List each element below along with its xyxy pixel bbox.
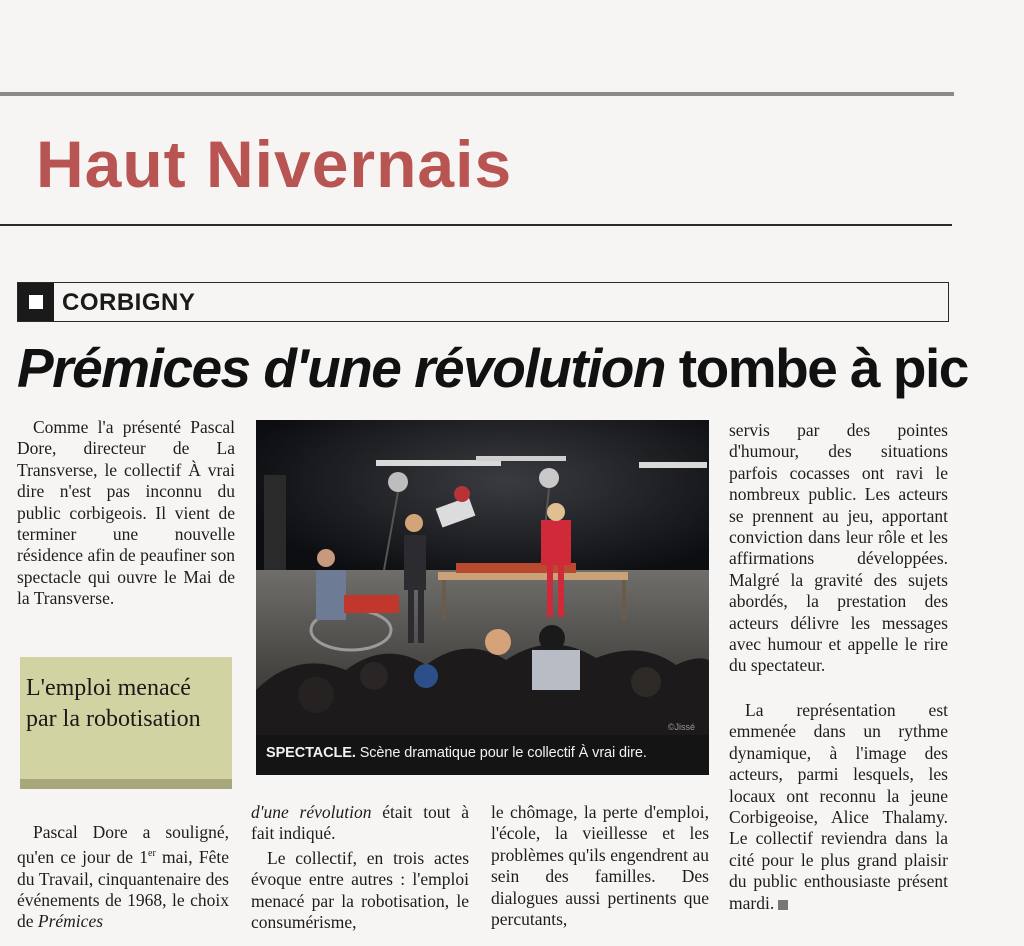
article-col4-paragraph2: [729, 700, 948, 914]
edition-title: Haut Nivernais: [36, 127, 513, 201]
article-photo: [256, 420, 709, 775]
col1-text-a: Pascal Dore a souligné, qu'en ce jour de 1: [17, 822, 229, 868]
col4-text: La représentation est emmenée dans un rythme dynamique, à l'image des acteurs, parmi lesquels, les locaux ont reconnu la jeune Corbigeoise, Alice Thalamy. Le collectif reviendra dans la cité pour le plus grand plaisir du public enthousiaste présent mardi.: [729, 700, 948, 913]
col2-italic-title: d'une révolution: [251, 802, 372, 822]
top-rule: [0, 92, 954, 96]
col1-italic-title: Prémices: [37, 911, 104, 932]
headline-italic: Prémices d'une révolution: [17, 337, 665, 399]
col2-text: était tout à fait indiqué.: [251, 802, 469, 844]
article-col3-paragraph: le chômage, la perte d'emploi, l'école, la vieillesse et les problèmes qu'ils engendrent au sein des familles. Des dialogues aussi pertinents que percutants,: [491, 802, 709, 930]
headline-rest: tombe à pic: [665, 337, 968, 399]
photo-caption: [256, 735, 709, 775]
photo-credit: ©Jissé: [667, 722, 695, 732]
article-col2-paragraph1: [251, 802, 469, 845]
edition-rule: [0, 224, 952, 226]
article-col4-paragraph1: servis par des pointes d'humour, des situations parfois cocasses ont ravi le nombreux public. Les acteurs se prennent au jeu, apportant conviction dans leur rôle et les affirmations développées. Malgré la gravité des sujets abordés, la prestation des acteurs délivre les messages avec humour et appelle le rire du spectateur.: [729, 420, 948, 676]
caption-lead: SPECTACLE.: [266, 745, 356, 761]
subhead-text: L'emploi menacé par la robotisation: [26, 675, 201, 732]
article-col1-paragraph: [17, 822, 229, 933]
stage-photo-image: [256, 420, 709, 775]
caption-text: Scène dramatique pour le collectif À vrai dire.: [355, 745, 647, 761]
subhead-callout: [20, 657, 232, 789]
section-bar: [17, 282, 949, 322]
article-col2-paragraph2: Le collectif, en trois actes évoque entre autres : l'emploi menacé par la robotisation, le consumérisme,: [251, 848, 469, 933]
end-of-article-icon: [778, 900, 788, 910]
article-intro: Comme l'a présenté Pascal Dore, directeur de La Transverse, le collectif À vrai dire n'est pas inconnu du public corbigeois. Il vient de terminer une nouvelle résidence afin de peaufiner son spectacle qui ouvre le Mai de la Transverse.: [17, 417, 235, 609]
col1-text-b: mai, Fête du Travail, cinquantenaire des événements de 1968, le choix de: [17, 847, 229, 932]
section-square-icon: [18, 283, 54, 321]
section-name: CORBIGNY: [62, 289, 196, 316]
headline: [17, 335, 968, 401]
col1-superscript: er: [148, 848, 156, 860]
